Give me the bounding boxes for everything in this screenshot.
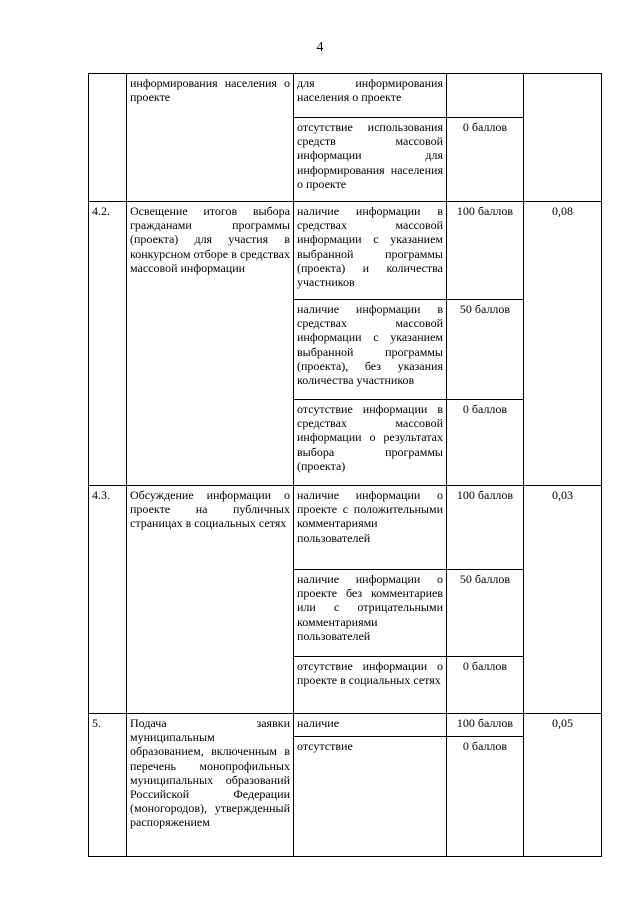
points-cell: 0 баллов	[447, 737, 524, 857]
points-cell: 50 баллов	[447, 570, 524, 657]
criteria-table	[88, 73, 602, 857]
criterion-cell: Освещение итогов выбора гражданами программы (проекта) для участия в конкурсном отборе в средствах массовой информации	[127, 202, 294, 486]
row-number-cell: 5.	[89, 714, 127, 857]
table-row	[89, 714, 602, 737]
condition-cell: для информирования населения о проекте	[294, 74, 447, 118]
condition-cell: наличие информации о проекте без комментариев или с отрицательными комментариями пользователей	[294, 570, 447, 657]
weight-cell	[524, 74, 602, 202]
table-row	[89, 202, 602, 300]
weight-cell: 0,05	[524, 714, 602, 857]
points-cell: 100 баллов	[447, 486, 524, 570]
condition-cell: наличие информации в средствах массовой информации с указанием выбранной программы (проекта), без указания количества участников	[294, 300, 447, 400]
criterion-cell: Обсуждение информации о проекте на публичных страницах в социальных сетях	[127, 486, 294, 714]
condition-cell: отсутствие информации в средствах массовой информации о результатах выбора программы (проекта)	[294, 400, 447, 486]
points-cell: 100 баллов	[447, 714, 524, 737]
row-number-cell: 4.3.	[89, 486, 127, 714]
points-cell: 50 баллов	[447, 300, 524, 400]
criterion-cell: Подача заявки муниципальным образованием, включенным в перечень монопрофильных муниципальных образований Российской Федерации (моногородов), утвержденный распоряжением	[127, 714, 294, 857]
table-row	[89, 74, 602, 118]
condition-cell: наличие информации в средствах массовой информации с указанием выбранной программы (проекта) и количества участников	[294, 202, 447, 300]
table-row	[89, 486, 602, 570]
row-number-cell	[89, 74, 127, 202]
condition-cell: наличие информации о проекте с положительными комментариями пользователей	[294, 486, 447, 570]
points-cell	[447, 74, 524, 118]
points-cell: 100 баллов	[447, 202, 524, 300]
condition-cell: отсутствие	[294, 737, 447, 857]
weight-cell: 0,03	[524, 486, 602, 714]
points-cell: 0 баллов	[447, 400, 524, 486]
condition-cell: отсутствие использования средств массовой информации для информирования населения о проекте	[294, 118, 447, 202]
points-cell: 0 баллов	[447, 118, 524, 202]
row-number-cell: 4.2.	[89, 202, 127, 486]
page-number: 4	[316, 40, 324, 55]
condition-cell: отсутствие информации о проекте в социальных сетях	[294, 657, 447, 714]
condition-cell: наличие	[294, 714, 447, 737]
criterion-cell: информирования населения о проекте	[127, 74, 294, 202]
weight-cell: 0,08	[524, 202, 602, 486]
points-cell: 0 баллов	[447, 657, 524, 714]
